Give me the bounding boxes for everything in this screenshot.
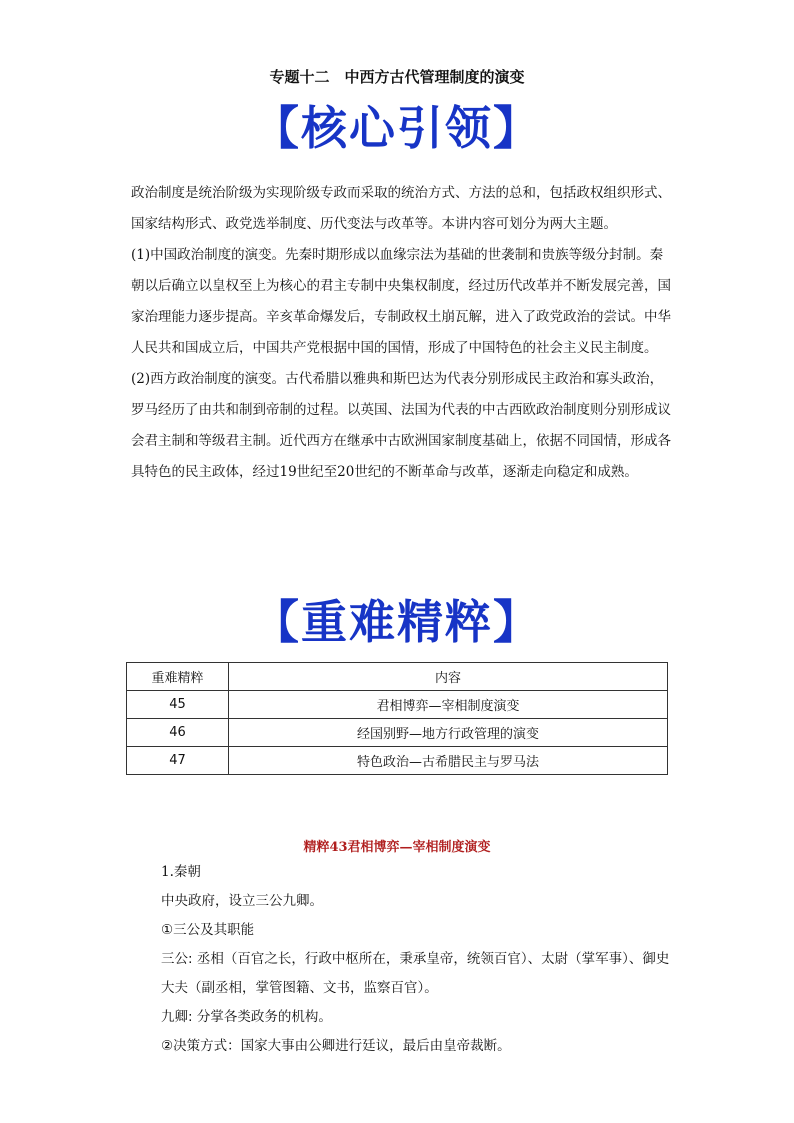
table-header-cell: 重难精粹	[127, 663, 229, 691]
table-cell-content: 经国别野—地方行政管理的演变	[229, 719, 668, 747]
table-header-row	[127, 663, 668, 691]
intro-section	[131, 178, 671, 488]
intro-paragraph: (1)中国政治制度的演变。先秦时期形成以血缘宗法为基础的世袭制和贵族等级分封制。秦朝以后确立以皇权至上为核心的君主专制中央集权制度，经过历代改革并不断发展完善，国家治理能力逐步提高。辛亥革命爆发后，专制政权土崩瓦解，进入了政党政治的尝试。中华人民共和国成立后，中国共产党根据中国的国情，形成了中国特色的社会主义民主制度。	[131, 247, 671, 356]
section-heading: 精粹43君相博弈—宰相制度演变	[303, 840, 491, 855]
banner-core-guidance: 【核心引领】	[253, 101, 541, 155]
body-line: 中央政府，设立三公九卿。	[161, 893, 323, 909]
intro-paragraph: (2)西方政治制度的演变。古代希腊以雅典和斯巴达为代表分别形成民主政治和寡头政治，罗马经历了由共和制到帝制的过程。以英国、法国为代表的中古西欧政治制度则分别形成议会君主制和等级君主制。近代西方在继承中古欧洲国家制度基础上，依据不同国情，形成各具特色的民主政体，经过19世纪至20世纪的不断革命与改革，逐渐走向稳定和成熟。	[131, 371, 671, 480]
body-line: 1.秦朝	[161, 864, 201, 880]
body-line: ②决策方式：国家大事由公卿进行廷议，最后由皇帝裁断。	[161, 1038, 511, 1054]
banner-key-points: 【重难精粹】	[253, 595, 541, 649]
table-cell-content: 君相博弈—宰相制度演变	[229, 691, 668, 719]
table-cell-content: 特色政治—古希腊民主与罗马法	[229, 747, 668, 775]
body-line: ①三公及其职能	[161, 922, 255, 938]
table-row	[127, 719, 668, 747]
table-cell-id: 45	[127, 691, 229, 719]
table-cell-id: 47	[127, 747, 229, 775]
intro-paragraph: 政治制度是统治阶级为实现阶级专政而采取的统治方式、方法的总和，包括政权组织形式、国家结构形式、政党选举制度、历代变法与改革等。本讲内容可划分为两大主题。	[131, 185, 671, 232]
table-row	[127, 747, 668, 775]
table-header-cell: 内容	[229, 663, 668, 691]
body-line: 九卿: 分掌各类政务的机构。	[161, 1009, 332, 1025]
topic-table	[126, 662, 668, 775]
table-row	[127, 691, 668, 719]
document-title: 专题十二 中西方古代管理制度的演变	[269, 68, 525, 86]
body-line: 三公: 丞相（百官之长，行政中枢所在，秉承皇帝，统领百官）、太尉（掌军事）、御史大夫（副丞相，掌管图籍、文书，监察百官）。	[161, 951, 670, 996]
body-section	[161, 858, 681, 1061]
table-cell-id: 46	[127, 719, 229, 747]
